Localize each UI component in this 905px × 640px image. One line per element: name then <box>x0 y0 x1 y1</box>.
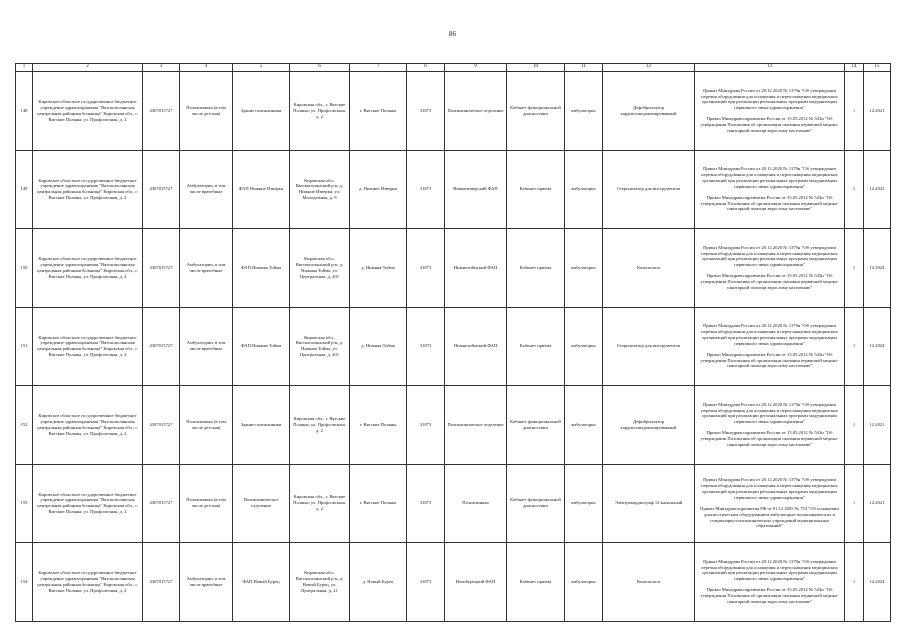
inn-cell: 4307015727 <box>143 543 180 622</box>
legal-basis-order-2: Приказ Минздравсоцразвития России от 15.05.2012 № 543н "Об утверждении Положения об организации оказания первичной медико-санитарной помощи взрослому населению" <box>700 430 839 447</box>
legal-basis-order-2: Приказ Минздравсоцразвития России от 15.05.2012 № 543н "Об утверждении Положения об организации оказания первичной медико-санитарной помощи взрослому населению" <box>700 351 839 369</box>
column-number-15: 15 <box>864 64 891 72</box>
department-cell: Поликлиническое отделение <box>445 386 507 465</box>
legal-basis-cell <box>695 464 845 543</box>
equipment-cell: Стерилизатор для инструментов <box>603 150 695 229</box>
table-row <box>16 464 891 543</box>
care-condition-cell: амбулаторно <box>565 307 603 386</box>
inn-cell: 4307015727 <box>143 72 180 151</box>
legal-basis-order-2: Приказ Минздравсоцразвития России от 15.05.2012 № 543н "Об утверждении Положения об организации оказания первичной медико-санитарной помощи взрослому населению" <box>700 273 839 290</box>
facility-type-cell: Амбулатории, в том числе врачебные <box>180 150 233 229</box>
table-row <box>16 307 891 386</box>
building-cell: Здание поликлиники <box>233 386 290 465</box>
organization-cell: Кировское областное государственное бюджетное учреждение здравоохранения "Вятскополянская центральная районная больница" Кировская обл., г. Вятские Поляны, ул. Профсоюзная, д. 2 <box>33 386 143 465</box>
row-number: 150 <box>16 229 33 308</box>
quantity-cell: 1 <box>845 229 864 308</box>
quantity-cell: 1 <box>845 72 864 151</box>
inn-cell: 4307015727 <box>143 150 180 229</box>
header-row <box>16 64 891 72</box>
legal-basis-order-1: Приказ Минздрава России от 28.12.2020 № 1379н "Об утверждении перечня оборудования для оснащения и переоснащения медицинских организаций при реализации региональных программ модернизации первичного звена здравоохранения" <box>701 87 838 111</box>
legal-basis-order-1: Приказ Минздрава России от 28.12.2020 № 1379н "Об утверждении перечня оборудования для оснащения и переоснащения медицинских организаций при реализации региональных программ модернизации первичного звена здравоохранения" <box>701 323 838 346</box>
legal-basis-cell <box>695 543 845 622</box>
locality-cell: д. Нижняя Тойма <box>350 229 407 308</box>
quantity-cell: 1 <box>845 150 864 229</box>
table-row <box>16 229 891 308</box>
inn-cell: 4307015727 <box>143 464 180 543</box>
address-cell: Кировская обл., г. Вятские Поляны, ул. Профсоюзная, д. 2 <box>290 72 350 151</box>
quantity-cell: 1 <box>845 464 864 543</box>
column-number-2: 2 <box>33 64 143 72</box>
column-number-6: 6 <box>290 64 350 72</box>
column-number-5: 5 <box>233 64 290 72</box>
column-number-8: 8 <box>407 64 445 72</box>
delivery-date-cell: 12.2021 <box>864 386 891 465</box>
table-row <box>16 72 891 151</box>
locality-cell: г. Вятские Поляны <box>350 464 407 543</box>
inn-cell: 4307015727 <box>143 229 180 308</box>
room-cell: Кабинет приема <box>507 229 565 308</box>
room-cell: Кабинет приема <box>507 543 565 622</box>
legal-basis-order-1: Приказ Минздрава России от 28.12.2020 № 1379н "Об утверждении перечня оборудования для оснащения и переоснащения медицинских организаций при реализации региональных программ модернизации первичного звена здравоохранения" <box>701 401 838 425</box>
row-number: 149 <box>16 150 33 229</box>
care-condition-cell: амбулаторно <box>565 386 603 465</box>
organization-cell: Кировское областное государственное бюджетное учреждение здравоохранения "Вятскополянская центральная районная больница" Кировская обл., г. Вятские Поляны, ул. Профсоюзная, д. 2 <box>33 307 143 386</box>
facility-type-cell: Поликлиника (в том числе детская) <box>180 72 233 151</box>
locality-cell: д. Нижняя Тойма <box>350 307 407 386</box>
oktmo-cell: 31873 <box>407 307 445 386</box>
delivery-date-cell: 12.2024 <box>864 307 891 386</box>
legal-basis-cell <box>695 229 845 308</box>
row-number: 154 <box>16 543 33 622</box>
facility-type-cell: Амбулатории, в том числе врачебные <box>180 229 233 308</box>
column-number-7: 7 <box>350 64 407 72</box>
legal-basis-order-1: Приказ Минздрава России от 28.12.2020 № 1379н "Об утверждении перечня оборудования для оснащения и переоснащения медицинских организаций при реализации региональных программ модернизации первичного звена здравоохранения" <box>701 558 838 582</box>
legal-basis-cell <box>695 386 845 465</box>
locality-cell: д. Новый Бурец <box>350 543 407 622</box>
department-cell: Поликлиническое отделение <box>445 72 507 151</box>
address-cell: Кировская обл., г. Вятские Поляны, ул. Профсоюзная, д. 2 <box>290 386 350 465</box>
legal-basis-order-1: Приказ Минздрава России от 28.12.2020 № 1379н "Об утверждении перечня оборудования для оснащения и переоснащения медицинских организаций при реализации региональных программ модернизации первичного звена здравоохранения" <box>701 477 838 500</box>
equipment-cell: Кольпоскоп <box>603 543 695 622</box>
address-cell: Кировская обл., Вятскополянский р-н, д. Нижние Изверки, ул. Молодежная, д. 9 <box>290 150 350 229</box>
facility-type-cell: Поликлиника (в том числе детская) <box>180 386 233 465</box>
room-cell: Кабинет приема <box>507 150 565 229</box>
building-cell: Здание поликлиники <box>233 72 290 151</box>
equipment-registry-table <box>15 63 891 622</box>
table-row <box>16 150 891 229</box>
row-number: 153 <box>16 464 33 543</box>
oktmo-cell: 31873 <box>407 72 445 151</box>
table-row <box>16 543 891 622</box>
care-condition-cell: амбулаторно <box>565 72 603 151</box>
column-number-10: 10 <box>507 64 565 72</box>
column-number-14: 14 <box>845 64 864 72</box>
organization-cell: Кировское областное государственное бюджетное учреждение здравоохранения "Вятскополянская центральная районная больница" Кировская обл., г. Вятские Поляны, ул. Профсоюзная, д. 2 <box>33 543 143 622</box>
oktmo-cell: 31873 <box>407 229 445 308</box>
building-cell: ФАП Нижняя Тойма <box>233 307 290 386</box>
column-number-12: 12 <box>603 64 695 72</box>
organization-cell: Кировское областное государственное бюджетное учреждение здравоохранения "Вятскополянская центральная районная больница" Кировская обл., г. Вятские Поляны, ул. Профсоюзная, д. 2 <box>33 150 143 229</box>
care-condition-cell: амбулаторно <box>565 150 603 229</box>
organization-cell: Кировское областное государственное бюджетное учреждение здравоохранения "Вятскополянская центральная районная больница" Кировская обл., г. Вятские Поляны, ул. Профсоюзная, д. 2 <box>33 72 143 151</box>
department-cell: Новобурецкий ФАП <box>445 543 507 622</box>
locality-cell: д. Нижние Изверки <box>350 150 407 229</box>
delivery-date-cell: 12.2021 <box>864 72 891 151</box>
care-condition-cell: амбулаторно <box>565 229 603 308</box>
table-row <box>16 386 891 465</box>
organization-cell: Кировское областное государственное бюджетное учреждение здравоохранения "Вятскополянская центральная районная больница" Кировская обл., г. Вятские Поляны, ул. Профсоюзная, д. 2 <box>33 464 143 543</box>
legal-basis-cell <box>695 307 845 386</box>
page-number: 86 <box>449 30 456 38</box>
legal-basis-cell <box>695 72 845 151</box>
department-cell: Поликлиника <box>445 464 507 543</box>
column-number-3: 3 <box>143 64 180 72</box>
column-number-4: 4 <box>180 64 233 72</box>
column-number-9: 9 <box>445 64 507 72</box>
delivery-date-cell: 12.2023 <box>864 150 891 229</box>
delivery-date-cell: 12.2024 <box>864 229 891 308</box>
inn-cell: 4307015727 <box>143 386 180 465</box>
building-cell: ФАП Нижние Изверки <box>233 150 290 229</box>
address-cell: Кировская обл., Вятскополянский р-н, д. Нижняя Тойма, ул. Центральная, д. 201 <box>290 307 350 386</box>
organization-cell: Кировское областное государственное бюджетное учреждение здравоохранения "Вятскополянская центральная районная больница" Кировская обл., г. Вятские Поляны, ул. Профсоюзная, д. 2 <box>33 229 143 308</box>
building-cell: ФАП Нижняя Тойма <box>233 229 290 308</box>
oktmo-cell: 31873 <box>407 464 445 543</box>
quantity-cell: 1 <box>845 386 864 465</box>
address-cell: Кировская обл., Вятскополянский р-н, д. Новый Бурец, ул. Центральная, д. 21 <box>290 543 350 622</box>
equipment-cell: Стерилизатор для инструментов <box>603 307 695 386</box>
quantity-cell: 1 <box>845 307 864 386</box>
address-cell: Кировская обл., г. Вятские Поляны, ул. Профсоюзная, д. 2 <box>290 464 350 543</box>
quantity-cell: 1 <box>845 543 864 622</box>
locality-cell: г. Вятские Поляны <box>350 386 407 465</box>
legal-basis-order-1: Приказ Минздрава России от 28.12.2020 № 1379н "Об утверждении перечня оборудования для оснащения и переоснащения медицинских организаций при реализации региональных программ модернизации первичного звена здравоохранения" <box>701 166 838 189</box>
legal-basis-order-2: Приказ Минздравсоцразвития России от 15.05.2012 № 543н "Об утверждении Положения об организации оказания первичной медико-санитарной помощи взрослому населению" <box>700 587 839 604</box>
legal-basis-order-2: Приказ Минздравсоцразвития России от 15.05.2012 № 543н "Об утверждении Положения об организации оказания первичной медико-санитарной помощи взрослому населению" <box>700 194 839 212</box>
oktmo-cell: 31873 <box>407 150 445 229</box>
equipment-cell: Электрокардиограф 12-канальный <box>603 464 695 543</box>
building-cell: Поликлиническое отделение <box>233 464 290 543</box>
legal-basis-order-2: Приказ Минздравсоцразвития России от 15.05.2012 № 543н "Об утверждении Положения об организации оказания первичной медико-санитарной помощи взрослому населению" <box>700 116 839 133</box>
department-cell: Нижнетоймский ФАП <box>445 307 507 386</box>
column-number-13: 13 <box>695 64 845 72</box>
equipment-cell: Кольпоскоп <box>603 229 695 308</box>
legal-basis-cell <box>695 150 845 229</box>
building-cell: ФАП Новый Бурец <box>233 543 290 622</box>
oktmo-cell: 31873 <box>407 386 445 465</box>
facility-type-cell: Амбулатории, в том числе врачебные <box>180 307 233 386</box>
department-cell: Нижнетоймский ФАП <box>445 229 507 308</box>
room-cell: Кабинет функциональной диагностики <box>507 72 565 151</box>
legal-basis-order-2: Приказ Минздравсоцразвития РФ от 01.12.2005 № 753 "Об оснащении диагностическим оборудованием амбулаторно-поликлинических и стационарно-поликлинических учреждений муниципальных образований" <box>700 505 839 529</box>
care-condition-cell: амбулаторно <box>565 543 603 622</box>
row-number: 151 <box>16 307 33 386</box>
department-cell: Нижнеизверский ФАП <box>445 150 507 229</box>
address-cell: Кировская обл., Вятскополянский р-н, д. Нижняя Тойма, ул. Центральная, д. 201 <box>290 229 350 308</box>
room-cell: Кабинет приема <box>507 307 565 386</box>
room-cell: Кабинет функциональной диагностики <box>507 386 565 465</box>
column-number-1: 1 <box>16 64 33 72</box>
equipment-cell: Дефибриллятор кардиосинхронизированный <box>603 386 695 465</box>
row-number: 152 <box>16 386 33 465</box>
table-body <box>16 72 891 622</box>
delivery-date-cell: 12.2021 <box>864 464 891 543</box>
care-condition-cell: амбулаторно <box>565 464 603 543</box>
facility-type-cell: Поликлиника (в том числе детская) <box>180 464 233 543</box>
facility-type-cell: Амбулатории, в том числе врачебные <box>180 543 233 622</box>
column-number-11: 11 <box>565 64 603 72</box>
inn-cell: 4307015727 <box>143 307 180 386</box>
oktmo-cell: 31873 <box>407 543 445 622</box>
legal-basis-order-1: Приказ Минздрава России от 28.12.2020 № 1379н "Об утверждении перечня оборудования для оснащения и переоснащения медицинских организаций при реализации региональных программ модернизации первичного звена здравоохранения" <box>701 244 838 268</box>
row-number: 148 <box>16 72 33 151</box>
delivery-date-cell: 12.2024 <box>864 543 891 622</box>
equipment-cell: Дефибриллятор кардиосинхронизированный <box>603 72 695 151</box>
room-cell: Кабинет функциональной диагностики <box>507 464 565 543</box>
locality-cell: г. Вятские Поляны <box>350 72 407 151</box>
